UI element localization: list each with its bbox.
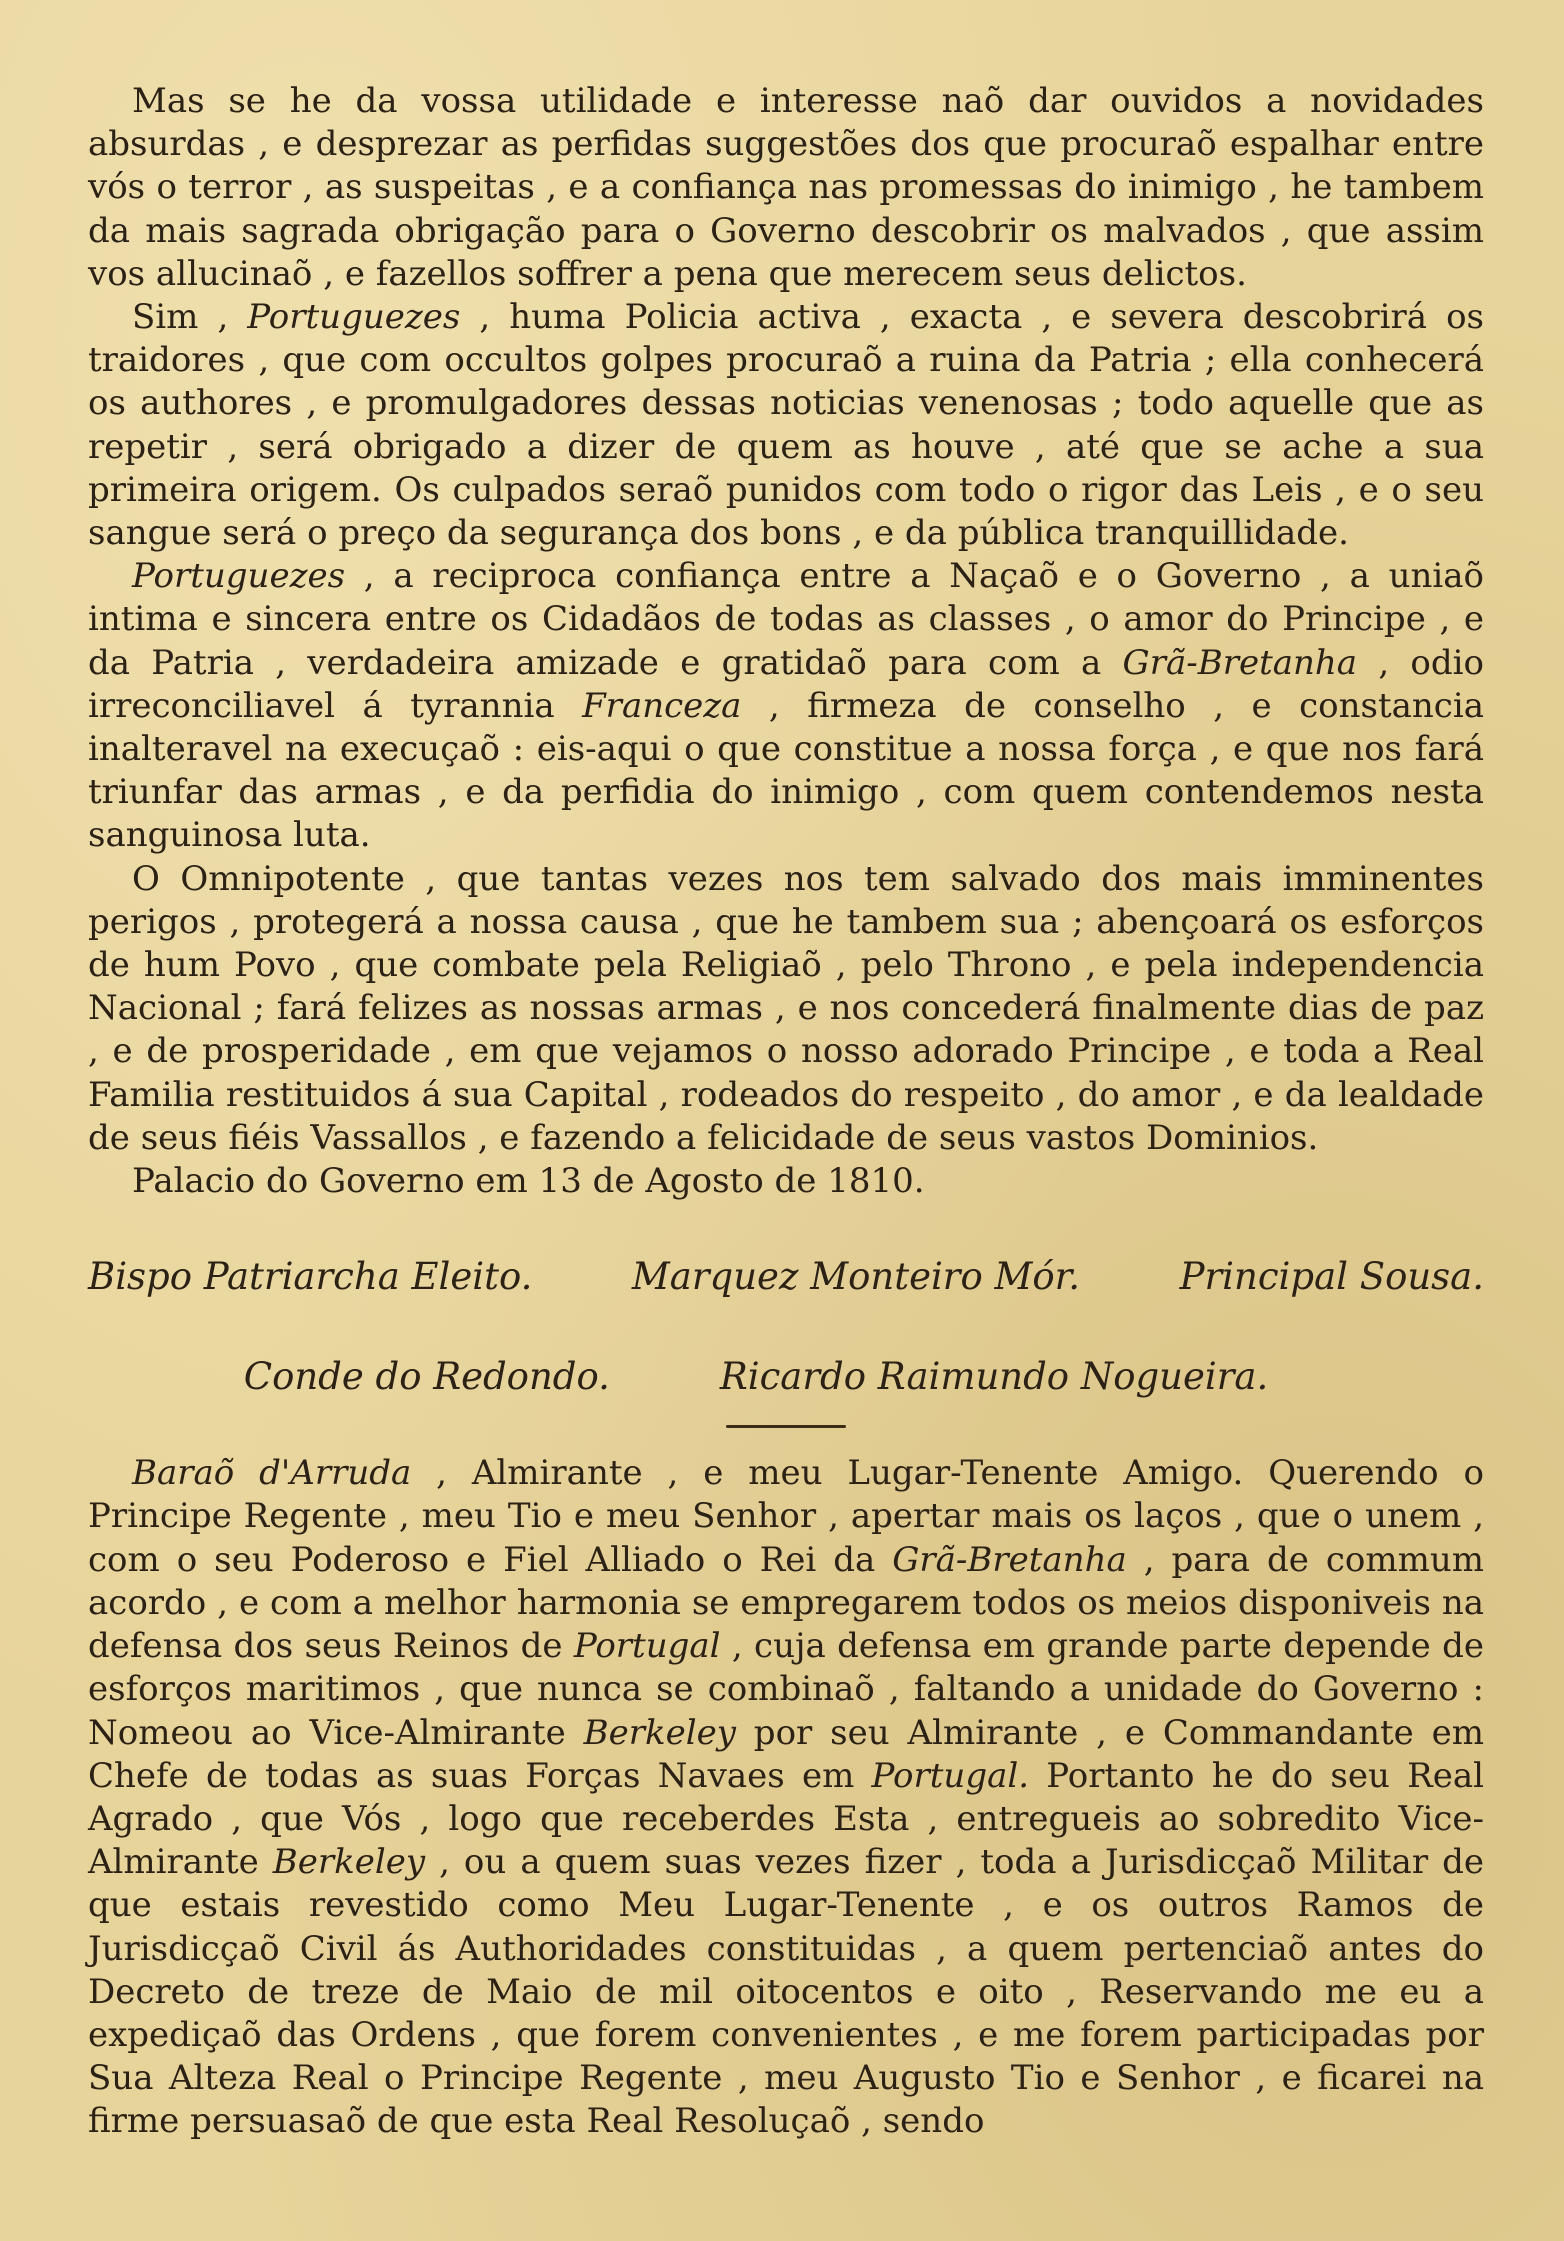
italic-run: Portugal bbox=[573, 1626, 721, 1667]
italic-run: Franceza bbox=[582, 685, 742, 726]
paragraph-1 bbox=[88, 80, 1484, 296]
decree-paragraph bbox=[88, 1452, 1484, 2143]
signature-conde: Conde do Redondo. bbox=[243, 1355, 610, 1399]
signature-row-2 bbox=[88, 1355, 1484, 1399]
italic-run: Grã-Bretanha bbox=[1122, 642, 1358, 683]
text-run: Mas se he da vossa utilidade e interesse naõ dar ouvidos a novidades absurdas , e desprezar as perfidas suggestões dos que procuraõ espalhar entre vós o terror , as suspeitas , e a confiança nas promessas do inimigo , he tambem da mais sagrada obrigação para o Governo descobrir os malvados , que assim vos allucinaõ , e fazellos soffrer a pena que merecem seus delictos. bbox=[88, 81, 1484, 294]
text-run: , Almirante , e meu Lugar-Tenente Amigo. Querendo o Principe Regente , meu Tio e meu Senhor , apertar mais os laços , que o unem , com o seu Poderoso e Fiel Alliado o Rei da bbox=[88, 1453, 1484, 1580]
italic-run: Portugal. bbox=[871, 1755, 1030, 1796]
italic-run: Baraõ d'Arruda bbox=[132, 1453, 412, 1494]
text-run: O Omnipotente , que tantas vezes nos tem salvado dos mais imminentes perigos , protegerá a nossa causa , que he tambem sua ; abençoará os esforços de hum Povo , que combate pela Religiaõ , pelo Throno , e pela independencia Nacional ; fará felizes as nossas armas , e nos concederá finalmente dias de paz , e de prosperidade , em que vejamos o nosso adorado Principe , e toda a Real Familia restituidos á sua Capital , rodeados do respeito , do amor , e da lealdade de seus fiéis Vassallos , e fazendo a felicidade de seus vastos Dominios. bbox=[88, 858, 1484, 1158]
text-run: , firmeza de conselho , e constancia inalteravel na execuçaõ : eis-aqui o que constitue a nossa força , e que nos fará triunfar das armas , e da perfidia do inimigo , com quem contendemos nesta sanguinosa luta. bbox=[88, 685, 1484, 856]
date-line: Palacio do Governo em 13 de Agosto de 1810. bbox=[132, 1161, 925, 1202]
italic-run: Berkeley bbox=[272, 1842, 426, 1883]
signature-ricardo: Ricardo Raimundo Nogueira. bbox=[719, 1355, 1269, 1399]
signature-principal: Principal Sousa. bbox=[1179, 1255, 1484, 1299]
text-run: por seu Almirante , e Commandante em Chefe de todas as suas Forças Navaes em bbox=[88, 1712, 1485, 1796]
paragraph-2 bbox=[88, 296, 1484, 555]
text-block bbox=[88, 80, 1484, 2144]
italic-run: Berkeley bbox=[583, 1712, 736, 1753]
text-run: , cuja defensa em grande parte depende de esforços maritimos , que nunca se combinaõ , faltando a unidade do Governo : Nomeou ao Vice-Almirante bbox=[88, 1626, 1484, 1753]
signature-bispo: Bispo Patriarcha Eleito. bbox=[88, 1255, 533, 1299]
text-run: , a reciproca confiança entre a Naçaõ e o Governo , a uniaõ intima e sincera entre os Cidadãos de todas as classes , o amor do Principe , e da Patria , verdadeira amizade e gratidaõ para com a bbox=[88, 556, 1484, 683]
paragraph-4 bbox=[88, 858, 1484, 1160]
signature-marquez: Marquez Monteiro Mór. bbox=[631, 1255, 1081, 1299]
text-run: , ou a quem suas vezes fizer , toda a Jurisdicçaõ Militar de que estais revestido como Meu Lugar-Tenente , e os outros Ramos de Jurisdicçaõ Civil ás Authoridades constituidas , a quem pertenciaõ antes do Decreto de treze de Maio de mil oitocentos e oito , Reservando me eu a expediçaõ das Ordens , que forem convenientes , e me forem participadas por Sua Alteza Real o Principe Regente , meu Augusto Tio e Senhor , e ficarei na firme persuasaõ de que esta Real Resoluçaõ , sendo bbox=[88, 1842, 1484, 2142]
text-run: Sim , bbox=[132, 297, 248, 338]
section-divider bbox=[726, 1425, 846, 1428]
italic-run: Portuguezes bbox=[132, 556, 346, 597]
signature-row-1 bbox=[88, 1255, 1484, 1299]
italic-run: Grã-Bretanha bbox=[892, 1539, 1127, 1580]
text-run: , huma Policia activa , exacta , e severa descobrirá os traidores , que com occultos golpes procuraõ a ruina da Patria ; ella conhecerá os authores , e promulgadores dessas noticias venenosas ; todo aquelle que as repetir , será obrigado a dizer de quem as houve , até que se ache a sua primeira origem. Os culpados seraõ punidos com todo o rigor das Leis , e o seu sangue será o preço da segurança dos bons , e da pública tranquillidade. bbox=[88, 297, 1484, 554]
italic-run: Portuguezes bbox=[247, 297, 461, 338]
text-run: , odio irreconciliavel á tyrannia bbox=[88, 642, 1484, 726]
text-run: Portanto he do seu Real Agrado , que Vós , logo que receberdes Esta , entregueis ao sobredito Vice-Almirante bbox=[88, 1755, 1484, 1883]
paragraph-3 bbox=[88, 555, 1484, 857]
text-run: , para de commum acordo , e com a melhor harmonia se empregarem todos os meios disponiveis na defensa dos seus Reinos de bbox=[88, 1539, 1484, 1667]
